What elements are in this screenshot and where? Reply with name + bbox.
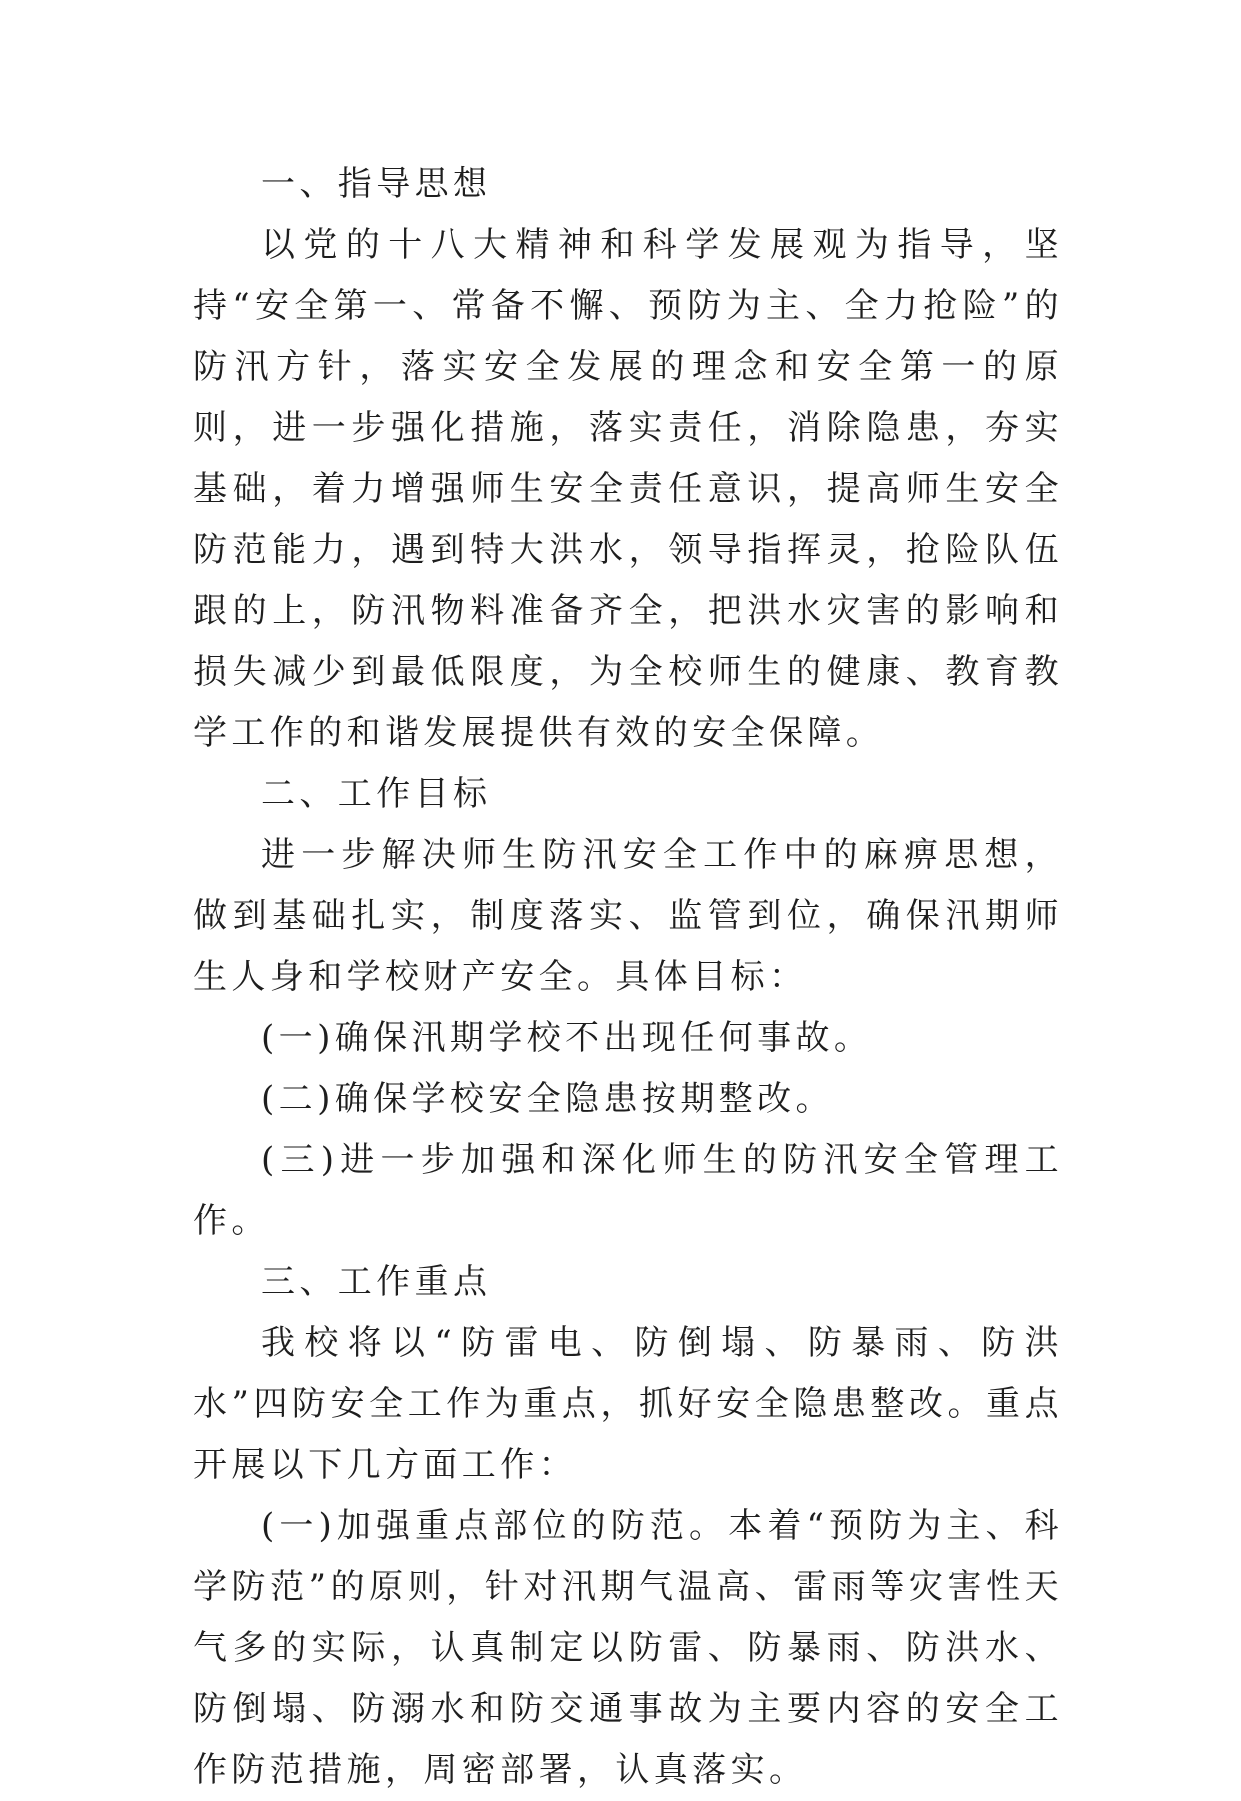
- section-heading-work-focus: 三、工作重点: [261, 1262, 492, 1302]
- section-heading-work-goals: 二、工作目标: [261, 774, 492, 814]
- paragraph-guiding-ideology: 以党的十八大精神和科学发展观为指导，坚持“安全第一、常备不懈、预防为主、全力抢险”的防汛方针，落实安全发展的理念和安全第一的原则，进一步强化措施，落实责任，消除隐患，夯实基础，着力增强师生安全责任意识，提高师生安全防范能力，遇到特大洪水，领导指挥灵，抢险队伍跟的上，防汛物料准备齐全，把洪水灾害的影响和损失减少到最低限度，为全校师生的健康、教育教学工作的和谐发展提供有效的安全保障。: [193, 225, 1063, 753]
- goal-item-1: (一)确保汛期学校不出现任何事故。: [261, 1018, 873, 1058]
- goal-item-3: (三)进一步加强和深化师生的防汛安全管理工作。: [193, 1140, 1063, 1241]
- focus-item-1: (一)加强重点部位的防范。本着“预防为主、科学防范”的原则，针对汛期气温高、雷雨等灾害性天气多的实际，认真制定以防雷、防暴雨、防洪水、防倒塌、防溺水和防交通事故为主要内容的安全工作防范措施，周密部署，认真落实。: [193, 1506, 1063, 1790]
- document-body: [193, 154, 1063, 1801]
- paragraph-work-focus: 我校将以“防雷电、防倒塌、防暴雨、防洪水”四防安全工作为重点，抓好安全隐患整改。重点开展以下几方面工作：: [193, 1323, 1063, 1485]
- paragraph-work-goals: 进一步解决师生防汛安全工作中的麻痹思想，做到基础扎实，制度落实、监管到位，确保汛期师生人身和学校财产安全。具体目标：: [193, 835, 1063, 997]
- section-heading-guiding-ideology: 一、指导思想: [261, 164, 492, 204]
- goal-item-2: (二)确保学校安全隐患按期整改。: [261, 1079, 834, 1119]
